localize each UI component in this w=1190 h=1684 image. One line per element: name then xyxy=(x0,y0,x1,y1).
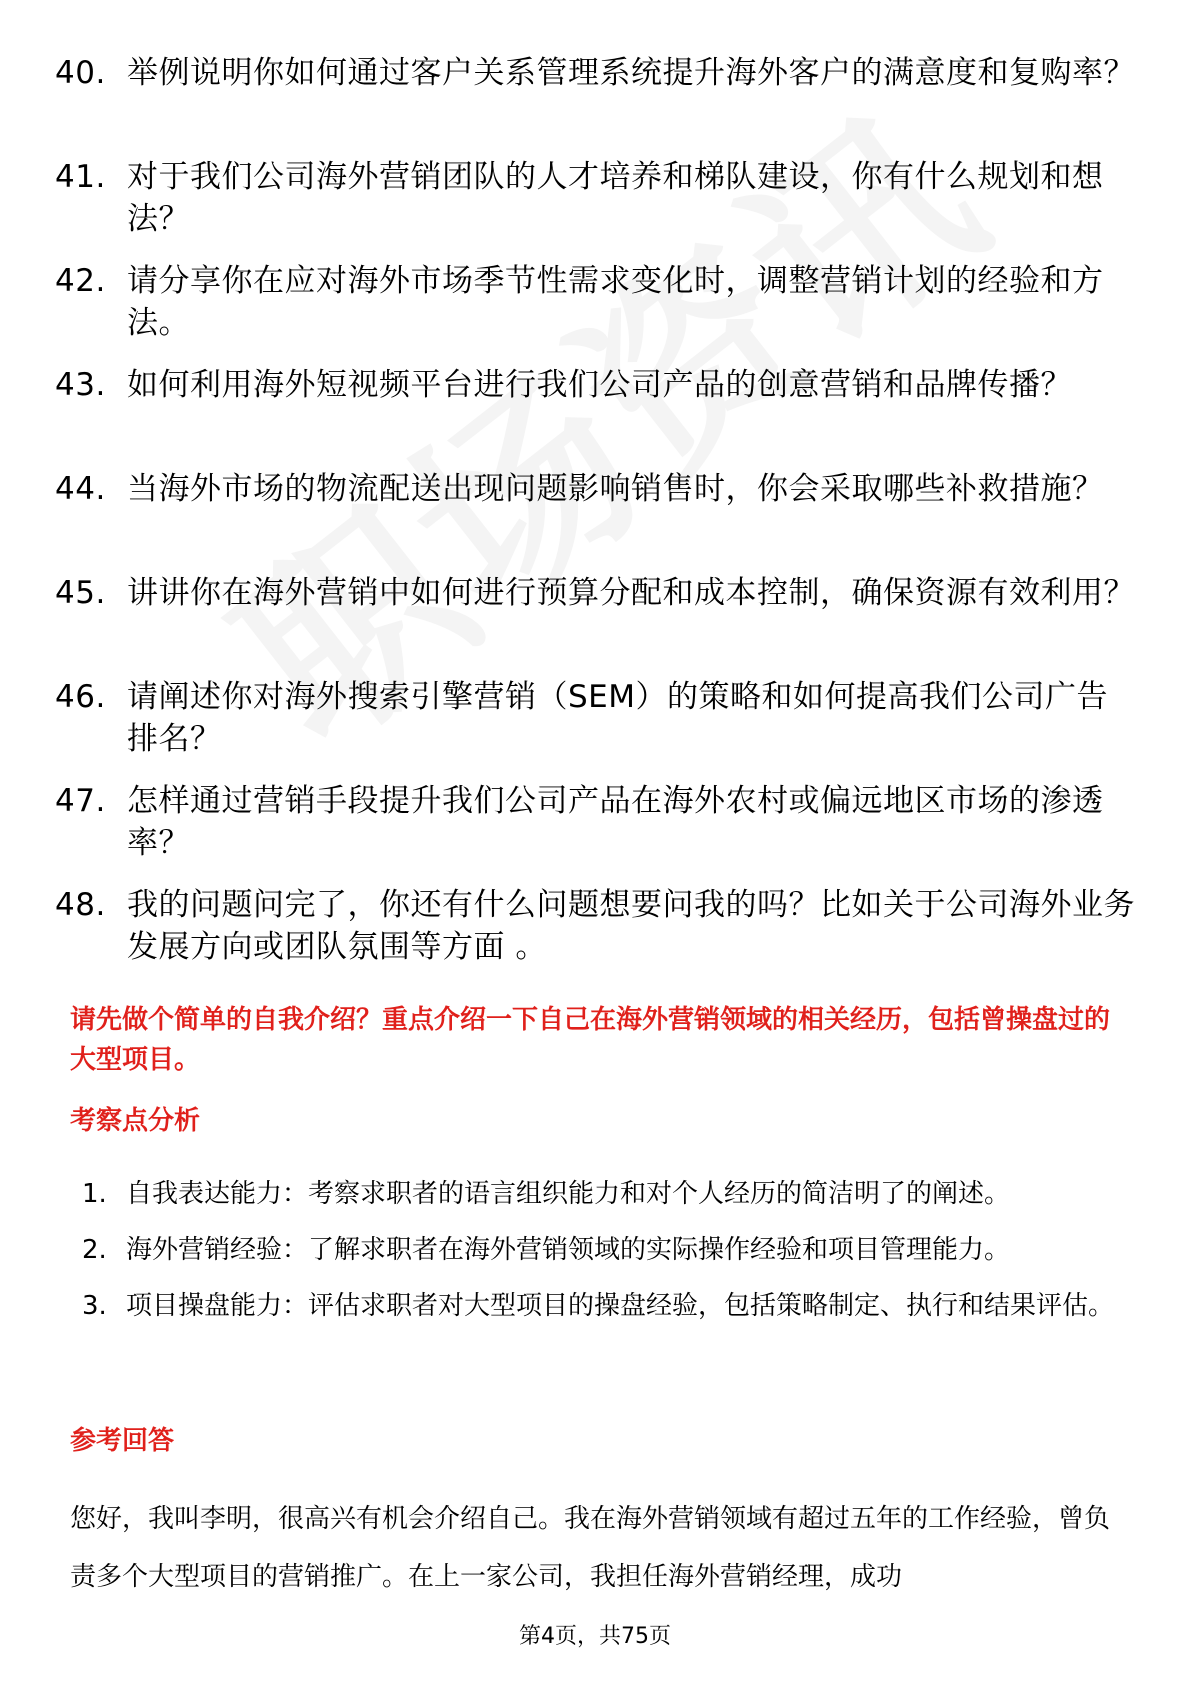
analysis-text: 项目操盘能力：评估求职者对大型项目的操盘经验，包括策略制定、执行和结果评估。 xyxy=(126,1291,1115,1321)
answer-heading: 参考回答 xyxy=(70,1426,175,1456)
question-number: 44. xyxy=(55,471,106,507)
question-number: 41. xyxy=(55,159,106,195)
question-number: 42. xyxy=(55,263,106,299)
analysis-item xyxy=(82,1278,1132,1334)
question-text: 请分享你在应对海外市场季节性需求变化时，调整营销计划的经验和方法。 xyxy=(127,263,1104,341)
analysis-text: 自我表达能力：考察求职者的语言组织能力和对个人经历的简洁明了的阐述。 xyxy=(126,1179,1011,1209)
analysis-item xyxy=(82,1222,1132,1278)
analysis-text: 海外营销经验：了解求职者在海外营销领域的实际操作经验和项目管理能力。 xyxy=(126,1235,1011,1265)
question-text: 讲讲你在海外营销中如何进行预算分配和成本控制，确保资源有效利用？ xyxy=(127,575,1135,611)
question-item xyxy=(55,156,1135,240)
question-number: 45. xyxy=(55,575,106,611)
question-item xyxy=(55,260,1135,344)
analysis-heading: 考察点分析 xyxy=(70,1106,201,1136)
question-item xyxy=(55,676,1135,760)
question-item xyxy=(55,572,1135,656)
question-text: 当海外市场的物流配送出现问题影响销售时，你会采取哪些补救措施？ xyxy=(127,471,1104,507)
question-item xyxy=(55,364,1135,448)
question-text: 如何利用海外短视频平台进行我们公司产品的创意营销和品牌传播？ xyxy=(127,367,1072,403)
question-text: 对于我们公司海外营销团队的人才培养和梯队建设，你有什么规划和想法？ xyxy=(127,159,1104,237)
analysis-number: 3. xyxy=(82,1291,107,1321)
question-number: 46. xyxy=(55,679,106,715)
question-list xyxy=(55,52,1135,988)
featured-question: 请先做个简单的自我介绍？重点介绍一下自己在海外营销领域的相关经历，包括曾操盘过的大型项目。 xyxy=(70,1005,1111,1075)
question-text: 我的问题问完了，你还有什么问题想要问我的吗？比如关于公司海外业务发展方向或团队氛围等方面 。 xyxy=(127,887,1135,965)
question-text: 怎样通过营销手段提升我们公司产品在海外农村或偏远地区市场的渗透率？ xyxy=(127,783,1104,861)
analysis-number: 2. xyxy=(82,1235,107,1265)
question-number: 43. xyxy=(55,367,106,403)
page-footer: 第4页，共75页 xyxy=(519,1624,671,1649)
question-item xyxy=(55,468,1135,552)
question-item xyxy=(55,52,1135,136)
question-item xyxy=(55,884,1135,968)
question-number: 47. xyxy=(55,783,106,819)
question-number: 48. xyxy=(55,887,106,923)
answer-paragraph: 您好，我叫李明，很高兴有机会介绍自己。我在海外营销领域有超过五年的工作经验，曾负责多个大型项目的营销推广。在上一家公司，我担任海外营销经理，成功 xyxy=(70,1504,1111,1592)
question-text: 请阐述你对海外搜索引擎营销（SEM）的策略和如何提高我们公司广告排名？ xyxy=(127,679,1109,757)
analysis-list xyxy=(82,1166,1132,1334)
question-text: 举例说明你如何通过客户关系管理系统提升海外客户的满意度和复购率？ xyxy=(127,55,1135,91)
analysis-item xyxy=(82,1166,1132,1222)
question-item xyxy=(55,780,1135,864)
question-number: 40. xyxy=(55,55,106,91)
analysis-number: 1. xyxy=(82,1179,107,1209)
